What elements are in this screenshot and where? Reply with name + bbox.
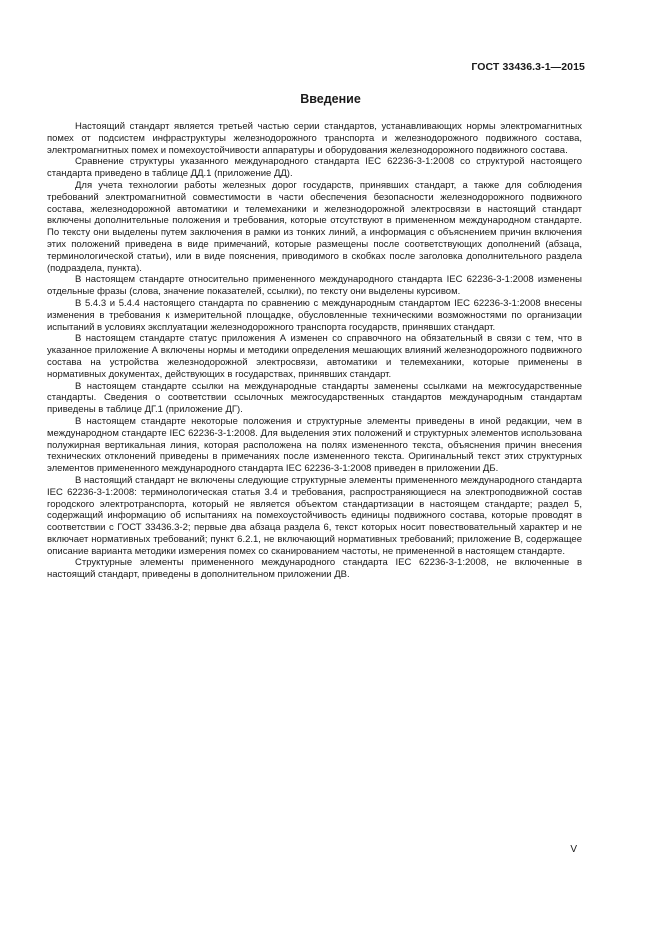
- section-title: Введение: [300, 92, 361, 106]
- paragraph-structure-comparison: Сравнение структуры указанного международного стандарта IEC 62236-3-1:2008 со структурой настоящего стандарта приведено в таблице ДД.1 (приложение ДД).: [47, 156, 582, 180]
- paragraph-annex-a-status: В настоящем стандарте статус приложения А изменен со справочного на обязательный в связи с тем, что в указанное приложение А включены нормы и методики определения мешающих влияний железнодорожного подвижного состава на устройства железнодорожной электросвязи, автоматики и телемеханики, которые применены в нормативных документах, действующих в государствах, принявших стандарт.: [47, 333, 582, 380]
- paragraph-annex-dv: Структурные элементы примененного международного стандарта IEC 62236-3-1:2008, не включенные в настоящий стандарт, приведены в дополнительном приложении ДВ.: [47, 557, 582, 581]
- paragraph-additional-provisions: Для учета технологии работы железных дорог государств, принявших стандарт, а также для соблюдения требований электромагнитной совместимости в части обеспечения безопасности железнодорожного подвижного состава, железнодорожной автоматики и телемеханики и железнодорожной электросвязи в настоящий стандарт включены дополнительные положения и требования, которые отсутствуют в примененном международном стандарте. По тексту они выделены путем заключения в рамки из тонких линий, а информация с объяснением причин включения этих положений приведена в виде примечаний, которые размещены после соответствующих дополнений (абзаца, терминологической статьи), или в виде пояснения, приводимого в скобках после заголовка дополнительного раздела (подраздела, пункта).: [47, 179, 582, 274]
- paragraph-measurement-site: В 5.4.3 и 5.4.4 настоящего стандарта по сравнению с международным стандартом IEC 62236-3-1:2008 внесены изменения в требования к измерительной площадке, обусловленные техническими возможностями по организации испытаний в условиях эксплуатации железнодорожного транспорта государств, принявших стандарт.: [47, 297, 582, 333]
- paragraph-italic-changes: В настоящем стандарте относительно примененного международного стандарта IEC 62236-3-1:2008 изменены отдельные фразы (слова, значение показателей, ссылки), по тексту они выделены курсивом.: [47, 274, 582, 298]
- document-code: ГОСТ 33436.3-1—2015: [471, 61, 585, 73]
- paragraph-references: В настоящем стандарте ссылки на международные стандарты заменены ссылками на межгосударственные стандарты. Сведения о соответствии ссылочных межгосударственных стандартов международным стандартам приведены в таблице ДГ.1 (приложение ДГ).: [47, 380, 582, 416]
- paragraph-excluded-elements: В настоящий стандарт не включены следующие структурные элементы примененного международного стандарта IEC 62236-3-1:2008: терминологическая статья 3.4 и требования, распространяющиеся на электроподвижной состав городского электротранспорта, который не является объектом стандартизации в настоящем стандарте; раздел 5, содержащий информацию об испытаниях на помехоустойчивость единицы подвижного состава, которые проводят в соответствии с ГОСТ 33436.3-2; первые два абзаца раздела 6, текст которых носит повествовательный характер и не включает нормативных требований; пункт 6.2.1, не включающий нормативных требований; приложение В, содержащее описание варианта методики измерения помех со сканированием частоты, не примененной в настоящем стандарте.: [47, 474, 582, 557]
- section-body: [47, 121, 582, 581]
- paragraph-modified-elements: В настоящем стандарте некоторые положения и структурные элементы приведены в иной редакции, чем в международном стандарте IEC 62236-3-1:2008. Для выделения этих положений и структурных элементов использована полужирная вертикальная линия, которая расположена на полях измененного текста, объяснения причин внесения технических отклонений приведены в примечаниях после измененного текста. Оригинальный текст этих структурных элементов примененного международного стандарта IEC 62236-3-1:2008 приведен в приложении ДБ.: [47, 415, 582, 475]
- page-number: V: [570, 844, 577, 855]
- paragraph-series-intro: Настоящий стандарт является третьей частью серии стандартов, устанавливающих нормы электромагнитных помех от подсистем инфраструктуры железнодорожного транспорта и железнодорожного подвижного состава, электромагнитных помех и помехоустойчивости аппаратуры и оборудования железнодорожного подвижного состава.: [47, 121, 582, 156]
